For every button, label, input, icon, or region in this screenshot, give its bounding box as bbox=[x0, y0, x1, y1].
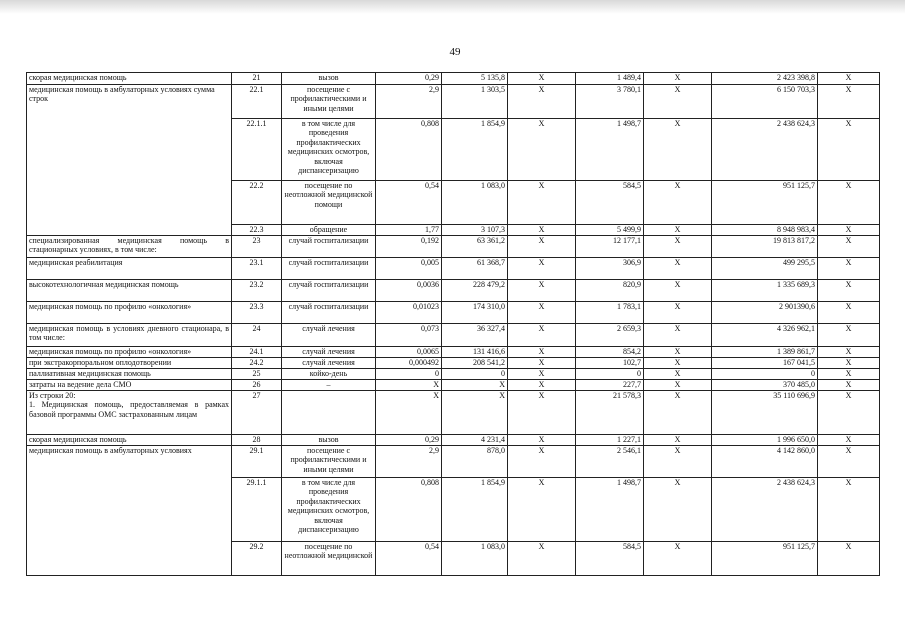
row-x-1: Х bbox=[508, 324, 576, 347]
row-value-2: 1 854,9 bbox=[442, 119, 508, 181]
row-value-4: 951 125,7 bbox=[712, 181, 818, 225]
row-x-2: Х bbox=[644, 478, 712, 542]
row-value-1: 2,9 bbox=[376, 85, 442, 119]
row-value-2: 5 135,8 bbox=[442, 73, 508, 85]
row-x-3: Х bbox=[818, 302, 880, 324]
row-unit: случай госпитализации bbox=[282, 258, 376, 280]
row-x-1: Х bbox=[508, 181, 576, 225]
row-value-2: 0 bbox=[442, 369, 508, 380]
table-row bbox=[27, 446, 880, 478]
table-row bbox=[27, 85, 880, 119]
row-x-1: Х bbox=[508, 446, 576, 478]
row-unit: вызов bbox=[282, 435, 376, 446]
row-x-3: Х bbox=[818, 119, 880, 181]
row-unit bbox=[282, 391, 376, 435]
row-value-1: 1,77 bbox=[376, 225, 442, 236]
row-code: 23.1 bbox=[232, 258, 282, 280]
row-unit: случай госпитализации bbox=[282, 302, 376, 324]
row-value-4: 1 335 689,3 bbox=[712, 280, 818, 302]
row-name: затраты на ведение дела СМО bbox=[27, 380, 232, 391]
row-x-3: Х bbox=[818, 236, 880, 258]
row-value-4: 951 125,7 bbox=[712, 542, 818, 576]
row-value-3: 1 498,7 bbox=[576, 119, 644, 181]
row-value-3: 1 227,1 bbox=[576, 435, 644, 446]
row-code: 24.1 bbox=[232, 347, 282, 358]
row-x-2: Х bbox=[644, 542, 712, 576]
row-x-3: Х bbox=[818, 324, 880, 347]
row-value-1: 0,0036 bbox=[376, 280, 442, 302]
row-value-2: 4 231,4 bbox=[442, 435, 508, 446]
row-x-3: Х bbox=[818, 446, 880, 478]
row-x-2: Х bbox=[644, 369, 712, 380]
row-x-2: Х bbox=[644, 119, 712, 181]
row-x-3: Х bbox=[818, 435, 880, 446]
row-x-1: Х bbox=[508, 119, 576, 181]
row-value-4: 167 041,5 bbox=[712, 358, 818, 369]
row-x-2: Х bbox=[644, 358, 712, 369]
row-value-3: 1 783,1 bbox=[576, 302, 644, 324]
row-code: 22.2 bbox=[232, 181, 282, 225]
row-x-2: Х bbox=[644, 258, 712, 280]
row-name: скорая медицинская помощь bbox=[27, 435, 232, 446]
row-x-3: Х bbox=[818, 225, 880, 236]
row-value-1: Х bbox=[376, 391, 442, 435]
row-code: 26 bbox=[232, 380, 282, 391]
row-name: специализированная медицинская помощь в стационарных условиях, в том числе: bbox=[27, 236, 232, 258]
page-number: 49 bbox=[449, 46, 461, 58]
row-value-3: 0 bbox=[576, 369, 644, 380]
row-code: 25 bbox=[232, 369, 282, 380]
row-value-4: 2 438 624,3 bbox=[712, 478, 818, 542]
row-value-2: 36 327,4 bbox=[442, 324, 508, 347]
row-x-1: Х bbox=[508, 236, 576, 258]
row-value-4: 4 326 962,1 bbox=[712, 324, 818, 347]
row-name: медицинская помощь по профилю «онкология» bbox=[27, 302, 232, 324]
row-value-1: 0,54 bbox=[376, 542, 442, 576]
row-x-1: Х bbox=[508, 542, 576, 576]
row-code: 24.2 bbox=[232, 358, 282, 369]
row-x-2: Х bbox=[644, 225, 712, 236]
row-name: медицинская помощь по профилю «онкология» bbox=[27, 347, 232, 358]
row-value-2: 208 541,2 bbox=[442, 358, 508, 369]
row-x-1: Х bbox=[508, 435, 576, 446]
row-x-3: Х bbox=[818, 258, 880, 280]
row-value-4: 370 485,0 bbox=[712, 380, 818, 391]
row-x-3: Х bbox=[818, 73, 880, 85]
row-code: 29.1 bbox=[232, 446, 282, 478]
row-value-3: 2 546,1 bbox=[576, 446, 644, 478]
table-row bbox=[27, 280, 880, 302]
row-x-1: Х bbox=[508, 302, 576, 324]
row-value-2: 1 083,0 bbox=[442, 542, 508, 576]
row-value-4: 35 110 696,9 bbox=[712, 391, 818, 435]
row-x-3: Х bbox=[818, 542, 880, 576]
row-unit: в том числе для проведения профилактических медицинских осмотров, включая диспансеризацию bbox=[282, 478, 376, 542]
row-value-1: 0,000492 bbox=[376, 358, 442, 369]
row-value-1: 2,9 bbox=[376, 446, 442, 478]
row-x-1: Х bbox=[508, 358, 576, 369]
row-x-1: Х bbox=[508, 380, 576, 391]
row-x-2: Х bbox=[644, 236, 712, 258]
table-row bbox=[27, 369, 880, 380]
row-unit: вызов bbox=[282, 73, 376, 85]
row-x-1: Х bbox=[508, 258, 576, 280]
row-unit: в том числе для проведения профилактических медицинских осмотров, включая диспансеризацию bbox=[282, 119, 376, 181]
row-value-4: 4 142 860,0 bbox=[712, 446, 818, 478]
row-unit: случай госпитализации bbox=[282, 236, 376, 258]
row-value-1: 0,29 bbox=[376, 435, 442, 446]
table-row bbox=[27, 324, 880, 347]
row-value-2: 228 479,2 bbox=[442, 280, 508, 302]
row-value-4: 6 150 703,3 bbox=[712, 85, 818, 119]
row-value-4: 1 389 861,7 bbox=[712, 347, 818, 358]
row-value-4: 2 901390,6 bbox=[712, 302, 818, 324]
row-unit: посещение с профилактическими и иными целями bbox=[282, 85, 376, 119]
row-name: скорая медицинская помощь bbox=[27, 73, 232, 85]
row-code: 23.2 bbox=[232, 280, 282, 302]
row-name: медицинская помощь в амбулаторных условиях bbox=[27, 446, 232, 576]
row-value-3: 227,7 bbox=[576, 380, 644, 391]
row-x-1: Х bbox=[508, 225, 576, 236]
row-code: 29.1.1 bbox=[232, 478, 282, 542]
table-row bbox=[27, 236, 880, 258]
row-value-3: 820,9 bbox=[576, 280, 644, 302]
row-value-3: 21 578,3 bbox=[576, 391, 644, 435]
row-value-3: 3 780,1 bbox=[576, 85, 644, 119]
row-x-2: Х bbox=[644, 280, 712, 302]
row-value-2: 174 310,0 bbox=[442, 302, 508, 324]
data-table bbox=[26, 72, 880, 576]
row-unit: посещение по неотложной медицинской bbox=[282, 542, 376, 576]
row-x-2: Х bbox=[644, 435, 712, 446]
row-x-2: Х bbox=[644, 446, 712, 478]
row-value-4: 1 996 650,0 bbox=[712, 435, 818, 446]
row-value-2: 1 303,5 bbox=[442, 85, 508, 119]
table-row bbox=[27, 73, 880, 85]
row-name: медицинская помощь в условиях дневного стационара, в том числе: bbox=[27, 324, 232, 347]
row-value-3: 1 489,4 bbox=[576, 73, 644, 85]
row-value-3: 102,7 bbox=[576, 358, 644, 369]
row-value-2: 3 107,3 bbox=[442, 225, 508, 236]
row-x-2: Х bbox=[644, 181, 712, 225]
row-value-3: 2 659,3 bbox=[576, 324, 644, 347]
row-code: 22.1.1 bbox=[232, 119, 282, 181]
row-value-1: 0,005 bbox=[376, 258, 442, 280]
row-x-2: Х bbox=[644, 380, 712, 391]
row-unit: случай лечения bbox=[282, 347, 376, 358]
row-value-3: 584,5 bbox=[576, 181, 644, 225]
row-value-2: Х bbox=[442, 391, 508, 435]
table-row bbox=[27, 435, 880, 446]
row-value-1: 0,192 bbox=[376, 236, 442, 258]
row-x-3: Х bbox=[818, 280, 880, 302]
row-unit: посещение с профилактическими и иными целями bbox=[282, 446, 376, 478]
row-code: 24 bbox=[232, 324, 282, 347]
row-code: 22.3 bbox=[232, 225, 282, 236]
row-unit: случай лечения bbox=[282, 358, 376, 369]
row-value-2: 61 368,7 bbox=[442, 258, 508, 280]
row-value-1: 0,073 bbox=[376, 324, 442, 347]
table-row bbox=[27, 258, 880, 280]
row-code: 21 bbox=[232, 73, 282, 85]
row-value-2: 878,0 bbox=[442, 446, 508, 478]
table-row bbox=[27, 358, 880, 369]
row-name: медицинская реабилитация bbox=[27, 258, 232, 280]
row-value-4: 0 bbox=[712, 369, 818, 380]
row-value-2: 1 854,9 bbox=[442, 478, 508, 542]
row-value-1: 0,808 bbox=[376, 478, 442, 542]
scan-edge bbox=[0, 0, 905, 14]
row-x-3: Х bbox=[818, 358, 880, 369]
row-code: 29.2 bbox=[232, 542, 282, 576]
row-x-1: Х bbox=[508, 280, 576, 302]
row-unit: койко-день bbox=[282, 369, 376, 380]
row-x-3: Х bbox=[818, 347, 880, 358]
row-x-1: Х bbox=[508, 478, 576, 542]
row-x-3: Х bbox=[818, 85, 880, 119]
row-unit: – bbox=[282, 380, 376, 391]
row-name: Из строки 20: 1. Медицинская помощь, предоставляемая в рамках базовой программы ОМС застрахованным лицам bbox=[27, 391, 232, 435]
row-x-2: Х bbox=[644, 347, 712, 358]
row-name: при экстракорпоральном оплодотворении bbox=[27, 358, 232, 369]
row-value-4: 2 423 398,8 bbox=[712, 73, 818, 85]
row-value-3: 1 498,7 bbox=[576, 478, 644, 542]
row-code: 27 bbox=[232, 391, 282, 435]
row-value-3: 5 499,9 bbox=[576, 225, 644, 236]
row-value-1: 0 bbox=[376, 369, 442, 380]
row-x-3: Х bbox=[818, 478, 880, 542]
row-unit: обращение bbox=[282, 225, 376, 236]
row-name: паллиативная медицинская помощь bbox=[27, 369, 232, 380]
row-value-1: 0,0065 bbox=[376, 347, 442, 358]
row-unit: случай госпитализации bbox=[282, 280, 376, 302]
row-value-1: 0,29 bbox=[376, 73, 442, 85]
row-value-4: 19 813 817,2 bbox=[712, 236, 818, 258]
row-x-3: Х bbox=[818, 181, 880, 225]
row-value-3: 12 177,1 bbox=[576, 236, 644, 258]
row-x-3: Х bbox=[818, 380, 880, 391]
row-x-1: Х bbox=[508, 391, 576, 435]
row-value-4: 2 438 624,3 bbox=[712, 119, 818, 181]
table-row bbox=[27, 391, 880, 435]
row-value-2: 131 416,6 bbox=[442, 347, 508, 358]
row-value-3: 584,5 bbox=[576, 542, 644, 576]
row-x-2: Х bbox=[644, 391, 712, 435]
row-unit: посещение по неотложной медицинской помощи bbox=[282, 181, 376, 225]
row-code: 22.1 bbox=[232, 85, 282, 119]
row-code: 23.3 bbox=[232, 302, 282, 324]
row-x-1: Х bbox=[508, 347, 576, 358]
row-value-1: 0,01023 bbox=[376, 302, 442, 324]
row-x-3: Х bbox=[818, 369, 880, 380]
row-value-4: 8 948 983,4 bbox=[712, 225, 818, 236]
row-value-1: 0,54 bbox=[376, 181, 442, 225]
row-code: 23 bbox=[232, 236, 282, 258]
row-x-2: Х bbox=[644, 324, 712, 347]
row-x-1: Х bbox=[508, 73, 576, 85]
row-value-2: 1 083,0 bbox=[442, 181, 508, 225]
table-row bbox=[27, 380, 880, 391]
row-x-1: Х bbox=[508, 369, 576, 380]
row-x-2: Х bbox=[644, 73, 712, 85]
row-value-1: Х bbox=[376, 380, 442, 391]
row-value-2: 63 361,2 bbox=[442, 236, 508, 258]
row-value-3: 854,2 bbox=[576, 347, 644, 358]
row-unit: случай лечения bbox=[282, 324, 376, 347]
row-value-3: 306,9 bbox=[576, 258, 644, 280]
row-x-3: Х bbox=[818, 391, 880, 435]
row-x-1: Х bbox=[508, 85, 576, 119]
row-name: высокотехнологичная медицинская помощь bbox=[27, 280, 232, 302]
row-value-1: 0,808 bbox=[376, 119, 442, 181]
row-x-2: Х bbox=[644, 302, 712, 324]
row-code: 28 bbox=[232, 435, 282, 446]
row-x-2: Х bbox=[644, 85, 712, 119]
row-name: медицинская помощь в амбулаторных условиях сумма строк bbox=[27, 85, 232, 236]
row-value-2: Х bbox=[442, 380, 508, 391]
table-row bbox=[27, 302, 880, 324]
table-row bbox=[27, 347, 880, 358]
row-value-4: 499 295,5 bbox=[712, 258, 818, 280]
